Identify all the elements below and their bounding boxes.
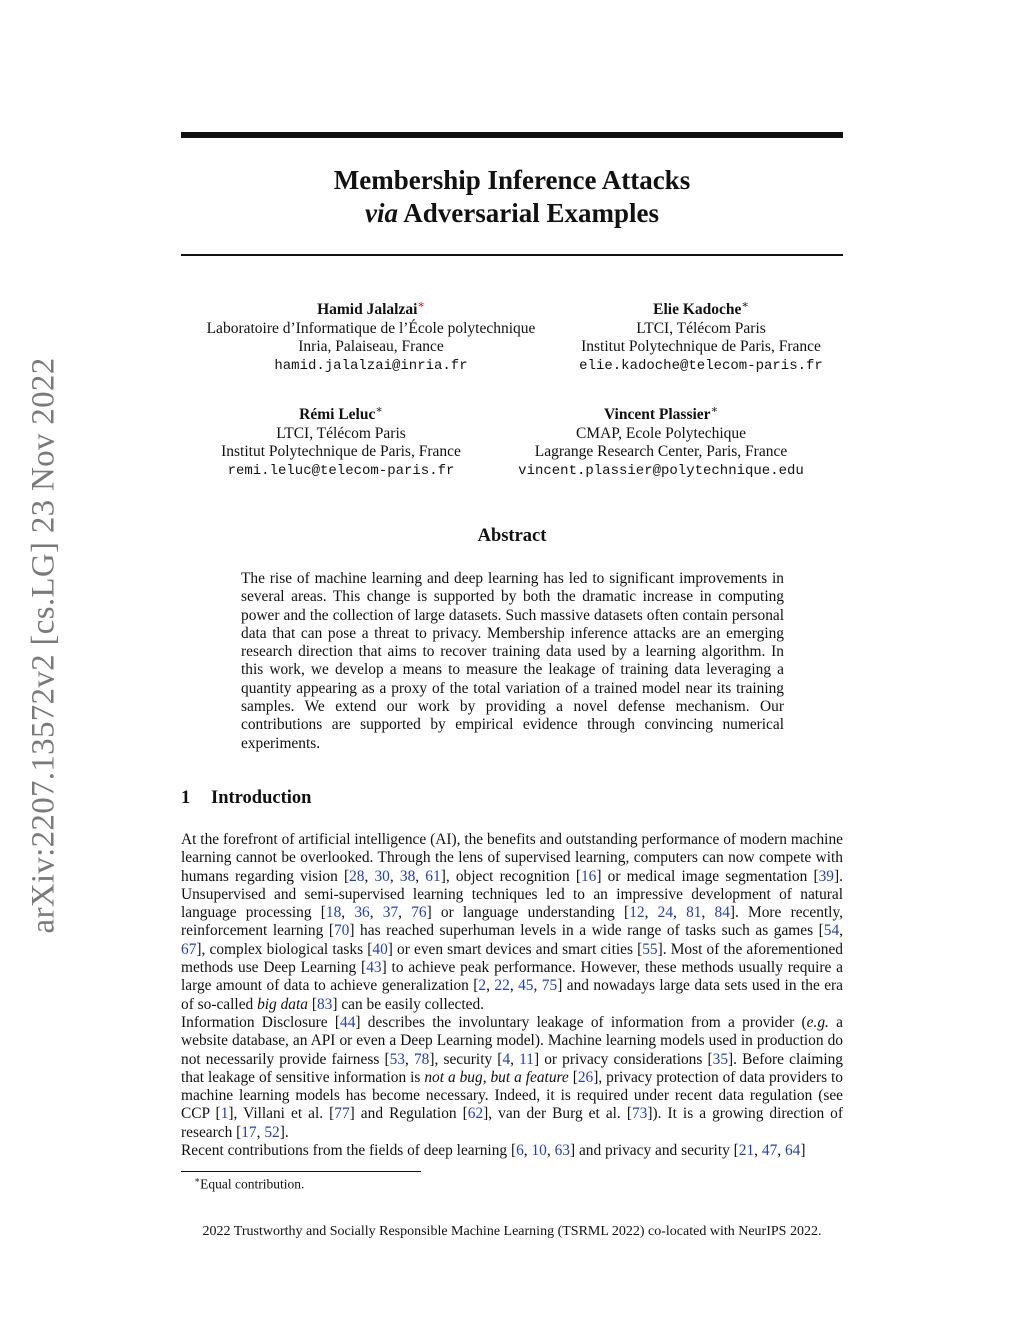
body-text: , (839, 922, 843, 940)
citation-link[interactable]: 78 (413, 1050, 430, 1068)
title-rule-bottom (181, 254, 843, 256)
body-text: , (364, 867, 375, 885)
citation-link[interactable]: 76 (411, 904, 427, 922)
author-affiliation: Inria, Palaiseau, France (298, 338, 444, 355)
citation-link[interactable]: 44 (340, 1013, 356, 1031)
citation-link[interactable]: 43 (366, 959, 382, 977)
footnote-text: Equal contribution. (200, 1176, 305, 1192)
citation-link[interactable]: 47 (761, 1142, 778, 1160)
arxiv-stamp-text: arXiv:2207.13572v2 [cs.LG] 23 Nov 2022 (25, 357, 62, 933)
author-email: elie.kadoche@telecom-paris.fr (579, 357, 823, 374)
title-line-1: Membership Inference Attacks (333, 165, 691, 195)
citation-link[interactable]: 18 (325, 904, 342, 922)
body-text: ] or medical image segmentation [ (596, 867, 819, 885)
citation-link[interactable]: 28 (349, 867, 365, 885)
italic-text: big data (257, 995, 308, 1013)
citation-link[interactable]: 81 (686, 904, 702, 922)
title-italic-via: via (364, 198, 398, 228)
citation-link[interactable]: 83 (316, 995, 333, 1013)
equal-contribution-mark[interactable]: ∗ (417, 298, 425, 311)
body-text: , (415, 867, 426, 885)
body-text: ]. (279, 1123, 289, 1141)
citation-link[interactable]: 2 (478, 977, 487, 995)
equal-contribution-mark: ∗ (375, 403, 383, 416)
body-text: ] or privacy considerations [ (533, 1050, 713, 1068)
citation-link[interactable]: 62 (467, 1105, 484, 1123)
citation-link[interactable]: 12 (629, 904, 645, 922)
body-text: ]. Before claiming that leakage of sensitive information is (181, 1050, 843, 1086)
citation-link[interactable]: 24 (657, 904, 674, 922)
body-text: ] (800, 1142, 806, 1160)
footnote (194, 1175, 304, 1193)
citation-link[interactable]: 30 (374, 867, 390, 885)
author-block-3 (200, 403, 482, 480)
citation-link[interactable]: 21 (738, 1142, 755, 1160)
author-affiliation: Institut Polytechnique de Paris, France (221, 443, 461, 460)
abstract-body: The rise of machine learning and deep learning has led to significant improvements in several areas. This change is supported by both the dramatic increase in computing power and the collection of large datasets. Such massive datasets often contain personal data that can pose a threat to privacy. Membership inference attacks are an emerging research direction that aims to recover training data used by a learning algorithm. In this work, we develop a means to measure the leakage of training data leveraging a quantity appearing as a proxy of the total variation of a trained model near its training samples. We extend our work by providing a novel defense mechanism. Our contributions are supported by empirical evidence through convincing numerical experiments. (241, 570, 784, 752)
citation-link[interactable]: 36 (354, 904, 370, 922)
intro-paragraph (181, 831, 843, 1014)
title-line-2-rest: Adversarial Examples (403, 198, 659, 228)
citation-link[interactable]: 45 (518, 977, 534, 995)
body-text: ], object recognition [ (440, 867, 581, 885)
citation-link[interactable]: 38 (399, 867, 416, 885)
body-text: ] and Regulation [ (349, 1105, 468, 1123)
title-rule-top (181, 132, 843, 138)
body-text: ] to achieve peak performance. However, these methods usually require a large amount of data to achieve generalization [ (181, 959, 843, 995)
author-email: vincent.plassier@polytechnique.edu (518, 462, 804, 479)
body-text: , (701, 904, 715, 922)
author-name: Hamid Jalalzai (317, 301, 418, 318)
body-text: , (523, 1142, 532, 1160)
author-affiliation: LTCI, Télécom Paris (636, 319, 766, 337)
author-block-1 (180, 298, 562, 375)
citation-link[interactable]: 37 (382, 904, 399, 922)
body-text: At the forefront of artificial intelligence (AI), the benefits and outstanding performance of modern machine learning cannot be overlooked. Through the lens of supervised learning, computers can now compete with humans regarding vision [ (181, 831, 843, 885)
body-text: ], security [ (429, 1050, 503, 1068)
citation-link[interactable]: 10 (531, 1142, 547, 1160)
body-text: , (404, 1050, 414, 1068)
body-text: , (398, 904, 412, 922)
citation-link[interactable]: 39 (818, 867, 834, 885)
citation-link[interactable]: 67 (181, 940, 197, 958)
body-text: , (644, 904, 658, 922)
paper-title (181, 164, 843, 230)
body-text: a website database, an API or even a Deep Learning model). Machine learning models used in production do not necessarily provide fairness [ (181, 1013, 844, 1068)
body-text: ] and privacy and security [ (569, 1142, 739, 1160)
citation-link[interactable]: 26 (577, 1068, 594, 1086)
body-text: ] has reached superhuman levels in a wide range of tasks such as games [ (349, 922, 824, 940)
citation-link[interactable]: 55 (642, 940, 658, 958)
arxiv-side-stamp (20, 350, 68, 940)
body-text: , (546, 1142, 555, 1160)
section-heading-introduction (181, 788, 311, 809)
citation-link[interactable]: 64 (784, 1142, 801, 1160)
body-text: Information Disclosure [ (181, 1013, 340, 1031)
body-text: ]). It is a growing direction of research [ (181, 1105, 843, 1141)
author-affiliation: Lagrange Research Center, Paris, France (534, 443, 788, 460)
body-text: ]. More recently, reinforcement learning [ (181, 904, 843, 940)
citation-link[interactable]: 11 (519, 1050, 534, 1068)
citation-link[interactable]: 35 (712, 1050, 729, 1068)
body-text: ], van der Burg et al. [ (483, 1105, 632, 1123)
body-text: ] describes the involuntary leakage of information from a provider ( (355, 1013, 807, 1031)
body-text: , (369, 904, 383, 922)
body-text: ]. Unsupervised and semi-supervised learning techniques led to an impressive development of natural language processing [ (181, 867, 843, 922)
title-line-2 (181, 197, 843, 230)
body-text: ], Villani et al. [ (228, 1105, 335, 1123)
author-name: Elie Kadoche (653, 301, 742, 318)
author-name: Rémi Leluc (299, 406, 376, 423)
citation-link[interactable]: 53 (389, 1050, 405, 1068)
footnote-mark: ∗ (194, 1175, 201, 1185)
body-text: ]. Most of the aforementioned methods use Deep Learning [ (181, 940, 843, 977)
body-text: , (510, 1050, 520, 1068)
body-text: ] or even smart devices and smart cities [ (387, 940, 643, 958)
body-text: , (777, 1142, 785, 1160)
introduction-body (181, 831, 843, 1160)
body-text: ] can be easily collected. (332, 995, 485, 1013)
citation-link[interactable]: 16 (580, 867, 597, 885)
citation-link[interactable]: 54 (823, 922, 840, 940)
body-text: [ (568, 1068, 578, 1086)
body-text: ] or language understanding [ (426, 904, 630, 922)
author-affiliation: LTCI, Télécom Paris (276, 424, 406, 442)
equal-contribution-mark: ∗ (741, 298, 749, 311)
citation-link[interactable]: 40 (372, 940, 388, 958)
body-text: , (486, 977, 495, 995)
citation-link[interactable]: 63 (554, 1142, 570, 1160)
body-text: , (389, 867, 400, 885)
citation-link[interactable]: 17 (241, 1123, 257, 1141)
body-text: ], privacy protection of data providers to machine learning models has become necessary. Indeed, it is required under recent data regulation (see CCP [ (181, 1068, 843, 1123)
body-text: ] and nowadays large data sets used in the era of so-called (181, 977, 843, 1013)
citation-link[interactable]: 84 (714, 904, 730, 922)
citation-link[interactable]: 77 (334, 1105, 350, 1123)
author-affiliation: CMAP, Ecole Polytechique (575, 424, 747, 442)
body-text: ], complex biological tasks [ (196, 940, 373, 958)
author-block-2 (560, 298, 842, 375)
body-text: , (256, 1123, 265, 1141)
author-email: remi.leluc@telecom-paris.fr (227, 462, 455, 479)
body-text: [ (307, 995, 317, 1013)
venue-footer: 2022 Trustworthy and Socially Responsible Machine Learning (TSRML 2022) co-located with NeurIPS 2022. (202, 1224, 822, 1239)
citation-link[interactable]: 61 (425, 867, 441, 885)
italic-text: not a bug, but a feature (424, 1068, 569, 1086)
abstract-heading: Abstract (477, 526, 547, 546)
body-text: , (754, 1142, 762, 1160)
body-text: , (673, 904, 687, 922)
author-name: Vincent Plassier (603, 406, 711, 423)
citation-link[interactable]: 22 (494, 977, 510, 995)
author-email: hamid.jalalzai@inria.fr (274, 357, 468, 374)
citation-link[interactable]: 52 (264, 1123, 280, 1141)
equal-contribution-mark: ∗ (710, 403, 719, 416)
footnote-rule (181, 1171, 421, 1172)
author-affiliation: Institut Polytechnique de Paris, France (581, 338, 821, 355)
citation-link[interactable]: 73 (631, 1105, 648, 1123)
citation-link[interactable]: 6 (516, 1142, 524, 1160)
body-text: , (533, 977, 542, 995)
citation-link[interactable]: 75 (541, 977, 558, 995)
citation-link[interactable]: 70 (333, 922, 350, 940)
citation-link[interactable]: 4 (502, 1050, 511, 1068)
section-title: Introduction (211, 788, 312, 808)
section-number: 1 (181, 788, 191, 808)
body-text: Recent contributions from the fields of deep learning [ (181, 1142, 517, 1160)
intro-paragraph (181, 1142, 843, 1160)
intro-paragraph (181, 1014, 843, 1142)
italic-text: e.g. (806, 1013, 829, 1031)
citation-link[interactable]: 1 (220, 1105, 229, 1123)
author-block-4 (500, 403, 822, 480)
author-affiliation: Laboratoire d’Informatique de l’École polytechnique (206, 319, 536, 337)
body-text: , (341, 904, 355, 922)
body-text: , (509, 977, 519, 995)
